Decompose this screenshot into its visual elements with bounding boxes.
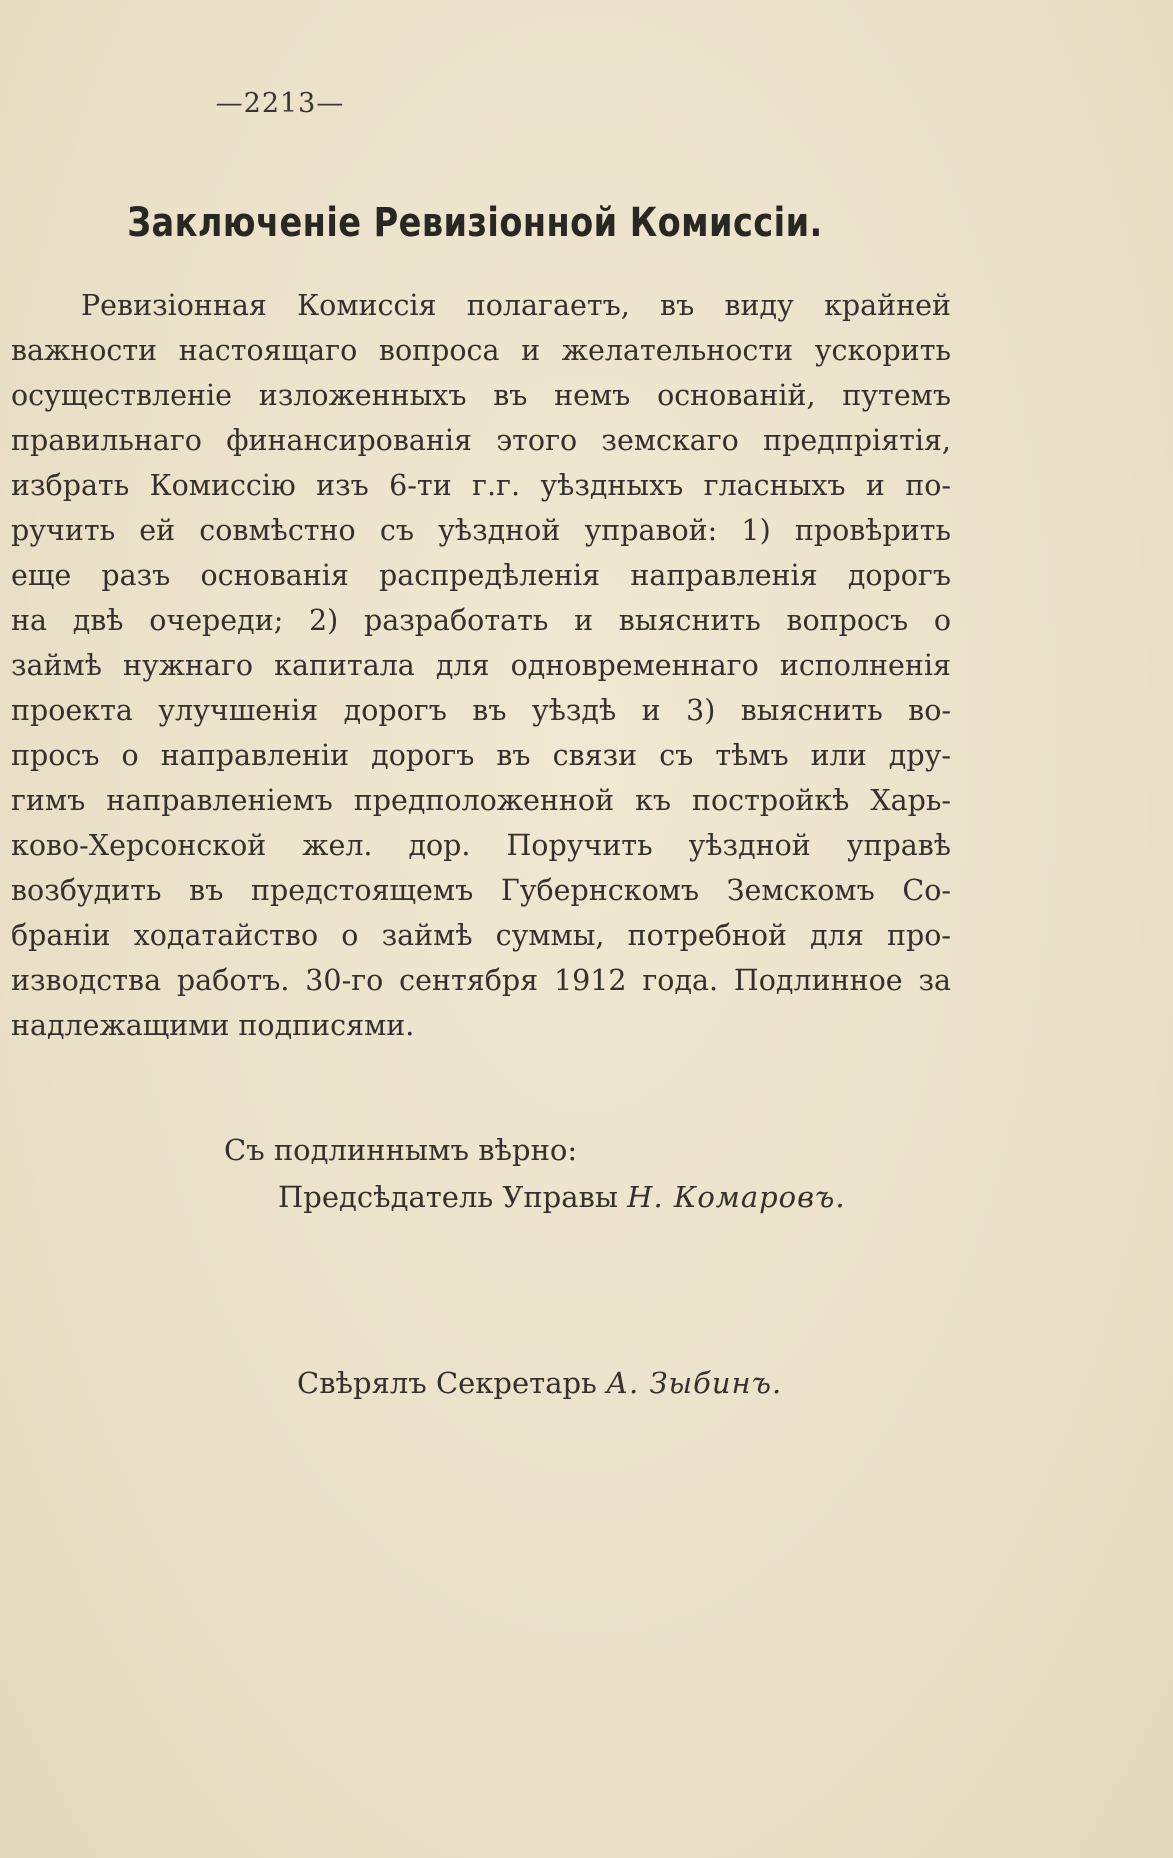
- body-line: Ревизіонная Комиссія полагаетъ, въ виду крайней: [81, 289, 951, 322]
- secretary-signature-line: [297, 1366, 782, 1400]
- body-line: браніи ходатайство о займѣ суммы, потребной для про-: [11, 919, 951, 952]
- certification-line: Съ подлиннымъ вѣрно:: [224, 1133, 578, 1167]
- chairman-title: Предсѣдатель Управы: [278, 1180, 618, 1214]
- chairman-signature: Н. Комаровъ.: [627, 1180, 846, 1214]
- body-paragraph: [11, 283, 951, 1048]
- body-line: проекта улучшенія дорогъ въ уѣздѣ и 3) выяснить во-: [11, 694, 951, 727]
- body-line: важности настоящаго вопроса и желательности ускорить: [11, 334, 951, 367]
- body-line: ручить ей совмѣстно съ уѣздной управой: 1) провѣрить: [11, 514, 951, 547]
- body-line: просъ о направленіи дорогъ въ связи съ тѣмъ или дру-: [11, 739, 951, 772]
- body-line: избрать Комиссію изъ 6-ти г.г. уѣздныхъ гласныхъ и по-: [11, 469, 951, 502]
- body-line: изводства работъ. 30-го сентября 1912 года. Подлинное за: [11, 964, 951, 997]
- secretary-signature: А. Зыбинъ.: [606, 1366, 783, 1400]
- body-line: на двѣ очереди; 2) разработать и выяснить вопросъ о: [11, 604, 951, 637]
- body-line: надлежащими подписями.: [11, 1009, 415, 1042]
- body-line: еще разъ основанія распредѣленія направленія дорогъ: [11, 559, 951, 592]
- chairman-signature-line: [278, 1180, 846, 1214]
- body-line: ково-Херсонской жел. дор. Поручить уѣздной управѣ: [11, 829, 951, 862]
- body-line: гимъ направленіемъ предположенной къ постройкѣ Харь-: [11, 784, 951, 817]
- body-line: правильнаго финансированія этого земскаго предпріятія,: [11, 424, 951, 457]
- section-title: Заключеніе Ревизіонной Комиссіи.: [127, 200, 823, 246]
- body-line: займѣ нужнаго капитала для одновременнаго исполненія: [11, 649, 951, 682]
- body-line: возбудить въ предстоящемъ Губернскомъ Земскомъ Со-: [11, 874, 951, 907]
- body-line: осуществленіе изложенныхъ въ немъ основаній, путемъ: [11, 379, 951, 412]
- secretary-title: Свѣрялъ Секретарь: [297, 1366, 597, 1400]
- page-number: —2213—: [215, 88, 345, 119]
